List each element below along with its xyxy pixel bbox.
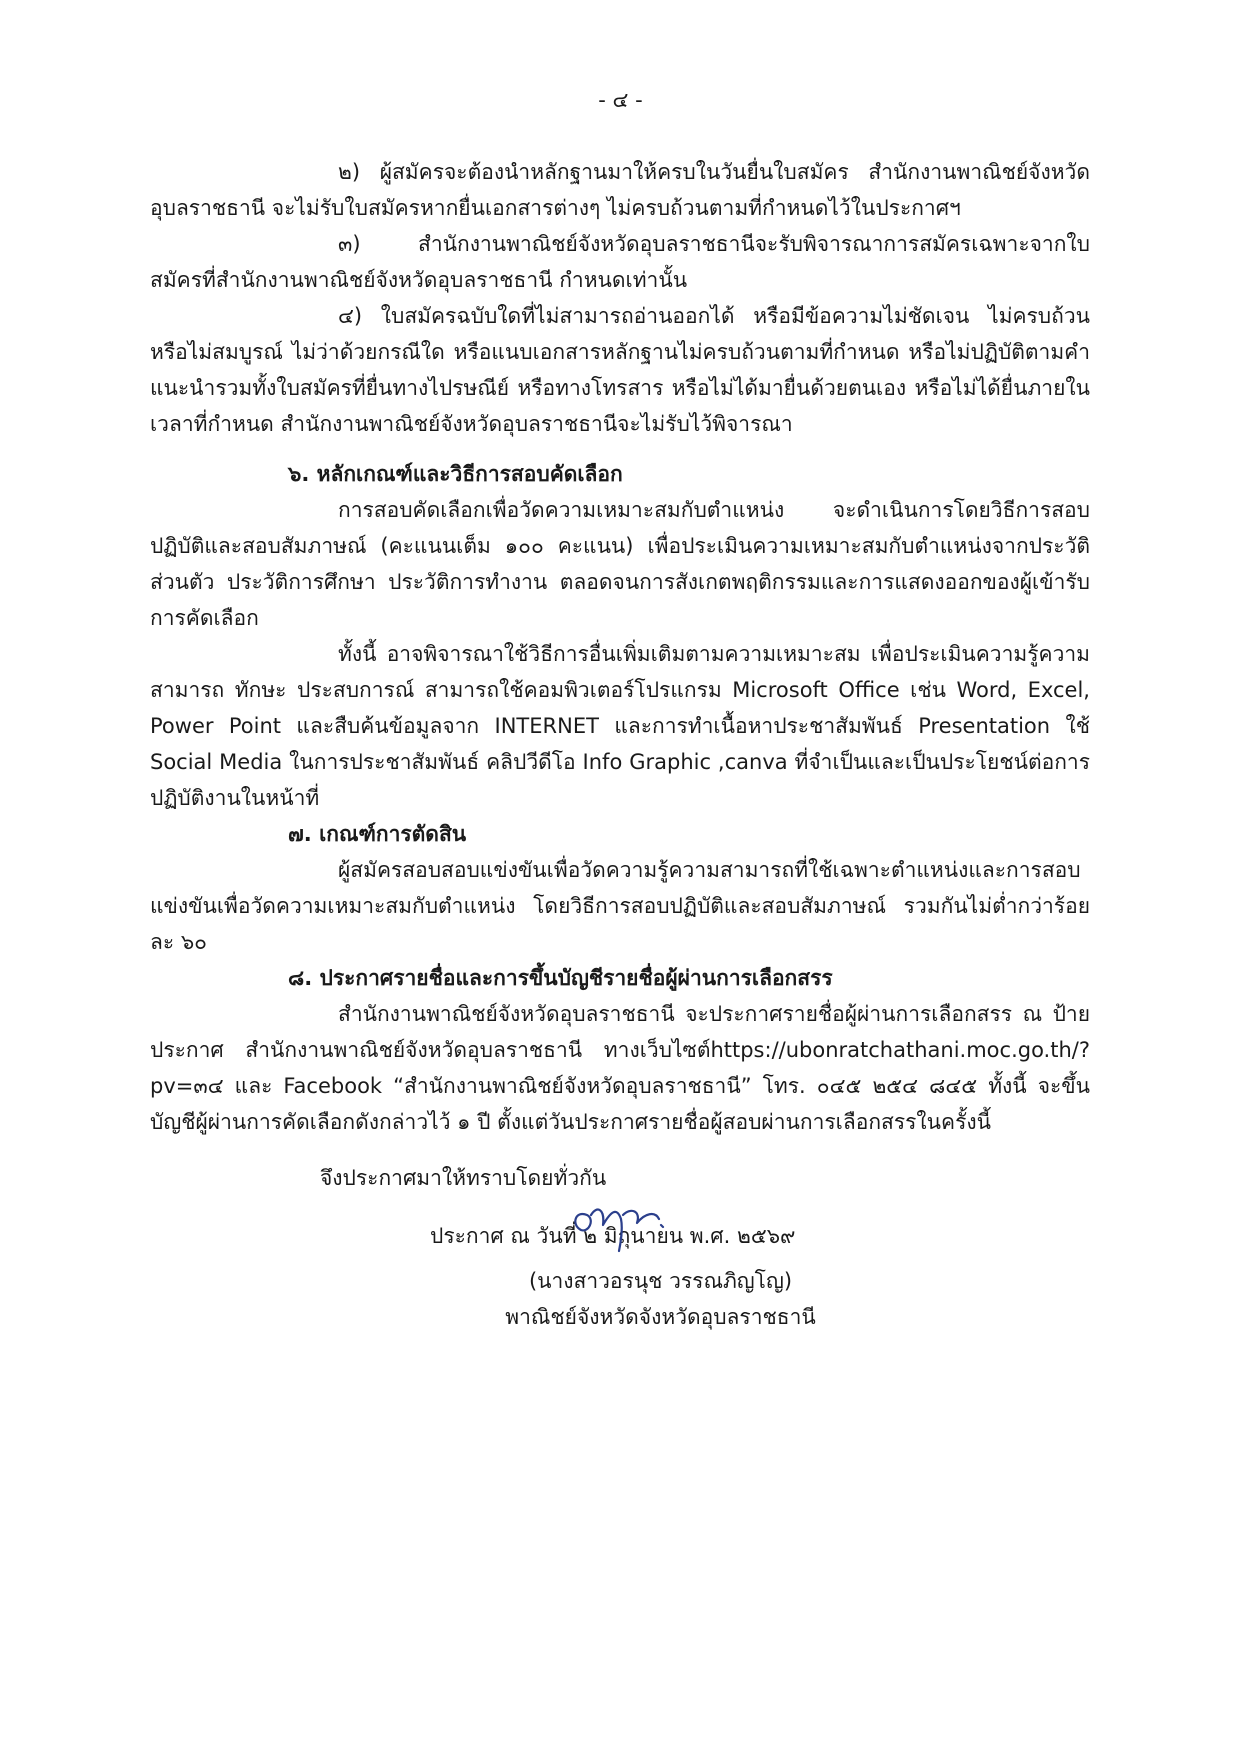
section-6-paragraph-1: การสอบคัดเลือกเพื่อวัดความเหมาะสมกับตำแหน่ง จะดำเนินการโดยวิธีการสอบปฏิบัติและสอบสัมภาษณ์ (คะแนนเต็ม ๑๐๐ คะแนน) เพื่อประเมินความเหมาะสมกับตำแหน่งจากประวัติส่วนตัว ประวัติการศึกษา ประวัติการทำงาน ตลอดจนการสังเกตพฤติกรรมและการแสดงออกของผู้เข้ารับการคัดเลือก bbox=[150, 498, 1090, 630]
handwritten-signature bbox=[551, 1185, 691, 1255]
section-7-heading: ๗. เกณฑ์การตัดสิน bbox=[288, 822, 467, 846]
document-body bbox=[150, 154, 1090, 1254]
clause-3: ๓) สำนักงานพาณิชย์จังหวัดอุบลราชธานีจะรับพิจารณาการสมัครเฉพาะจากใบสมัครที่สำนักงานพาณิชย์จังหวัดอุบลราชธานี กำหนดเท่านั้น bbox=[150, 232, 1090, 292]
signer-title: พาณิชย์จังหวัดจังหวัดอุบลราชธานี bbox=[505, 1305, 816, 1329]
section-8-paragraph: สำนักงานพาณิชย์จังหวัดอุบลราชธานี จะประกาศรายชื่อผู้ผ่านการเลือกสรร ณ ป้ายประกาศ สำนักงานพาณิชย์จังหวัดอุบลราชธานี ทางเว็บไซต์https://ubonratchathani.moc.go.th/?pv=๓๔ และ Facebook “สำนักงานพาณิชย์จังหวัดอุบลราชธานี” โทร. ๐๔๕ ๒๕๔ ๘๔๕ ทั้งนี้ จะขึ้นบัญชีผู้ผ่านการคัดเลือกดังกล่าวไว้ ๑ ปี ตั้งแต่วันประกาศรายชื่อผู้สอบผ่านการเลือกสรรในครั้งนี้ bbox=[150, 1002, 1090, 1134]
signer-name: (นางสาวอรนุช วรรณภิญโญ) bbox=[528, 1269, 793, 1293]
section-7-paragraph: ผู้สมัครสอบสอบแข่งขันเพื่อวัดความรู้ความสามารถที่ใช้เฉพาะตำแหน่งและการสอบแข่งขันเพื่อวัดความเหมาะสมกับตำแหน่ง โดยวิธีการสอบปฏิบัติและสอบสัมภาษณ์ รวมกันไม่ต่ำกว่าร้อยละ ๖๐ bbox=[150, 858, 1090, 954]
clause-4: ๔) ใบสมัครฉบับใดที่ไม่สามารถอ่านออกได้ หรือมีข้อความไม่ชัดเจน ไม่ครบถ้วนหรือไม่สมบูรณ์ ไม่ว่าด้วยกรณีใด หรือแนบเอกสารหลักฐานไม่ครบถ้วนตามที่กำหนด หรือไม่ปฏิบัติตามคำแนะนำรวมทั้งใบสมัครที่ยื่นทางไปรษณีย์ หรือทางโทรสาร หรือไม่ได้มายื่นด้วยตนเอง หรือไม่ได้ยื่นภายในเวลาที่กำหนด สำนักงานพาณิชย์จังหวัดอุบลราชธานีจะไม่รับไว้พิจารณา bbox=[150, 304, 1090, 436]
page-number: - ๔ - bbox=[598, 88, 643, 112]
section-6-paragraph-2: ทั้งนี้ อาจพิจารณาใช้วิธีการอื่นเพิ่มเติมตามความเหมาะสม เพื่อประเมินความรู้ความสามารถ ทักษะ ประสบการณ์ สามารถใช้คอมพิวเตอร์โปรแกรม Microsoft Office เช่น Word, Excel, Power Point และสืบค้นข้อมูลจาก INTERNET และการทำเนื้อหาประชาสัมพันธ์ Presentation ใช้ Social Media ในการประชาสัมพันธ์ คลิปวีดีโอ Info Graphic ,canva ที่จำเป็นและเป็นประโยชน์ต่อการปฏิบัติงานในหน้าที่ bbox=[150, 642, 1090, 810]
section-6-heading: ๖. หลักเกณฑ์และวิธีการสอบคัดเลือก bbox=[288, 462, 623, 486]
signature-block bbox=[0, 1185, 1241, 1335]
closing-statement: จึงประกาศมาให้ทราบโดยทั่วกัน bbox=[320, 1166, 607, 1190]
announcement-date: ประกาศ ณ วันที่ ๒ มิถุนายน พ.ศ. ๒๕๖๙ bbox=[430, 1224, 796, 1248]
section-8-heading: ๘. ประกาศรายชื่อและการขึ้นบัญชีรายชื่อผู้ผ่านการเลือกสรร bbox=[288, 966, 833, 990]
clause-2: ๒) ผู้สมัครจะต้องนำหลักฐานมาให้ครบในวันยื่นใบสมัคร สำนักงานพาณิชย์จังหวัดอุบลราชธานี จะไม่รับใบสมัครหากยื่นเอกสารต่างๆ ไม่ครบถ้วนตามที่กำหนดไว้ในประกาศฯ bbox=[150, 160, 1090, 220]
